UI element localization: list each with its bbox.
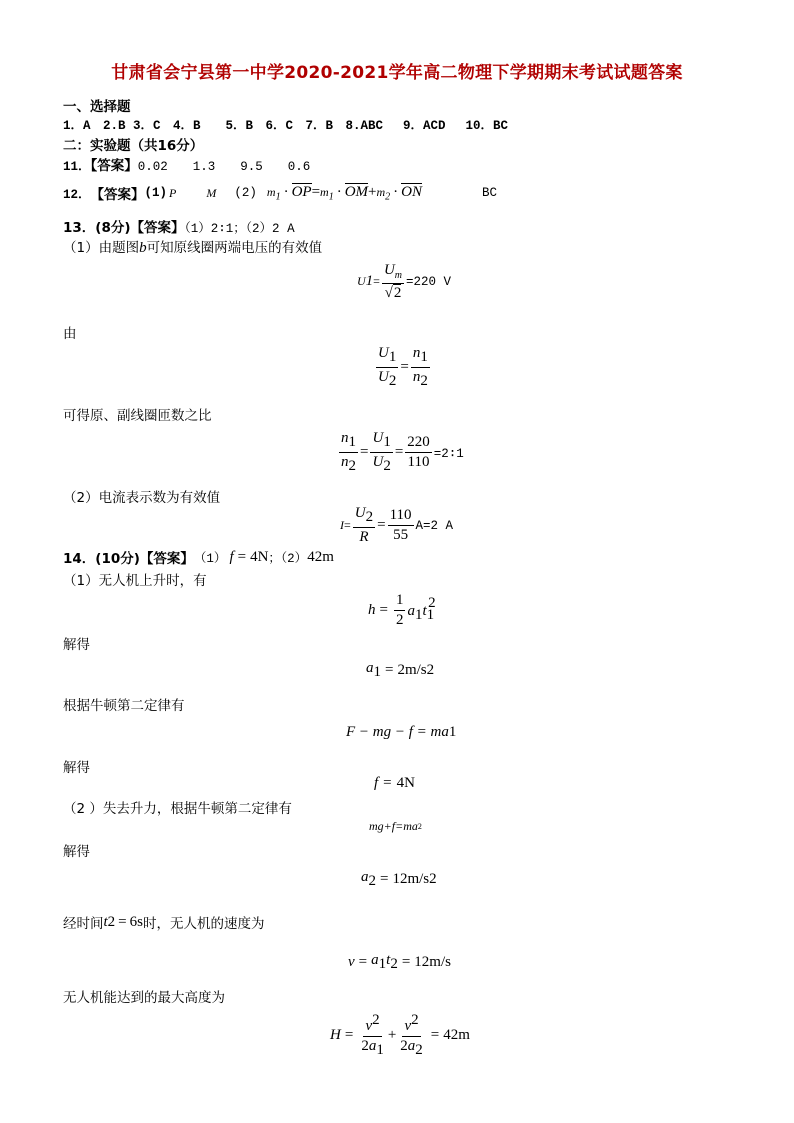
subscript: 1: [388, 349, 397, 365]
mc-answers: 1．A 2.B 3．C 4．B 5．B 6．C 7．B 8.ABC 9．ACD 10．BC: [63, 119, 509, 133]
symbol: h: [368, 602, 376, 619]
symbol: v: [365, 1018, 373, 1034]
m-symbol: m: [266, 184, 276, 199]
q14-text-2: 根据牛顿第二定律有: [63, 698, 185, 714]
q14-text-5: 无人机能达到的最大高度为: [63, 990, 225, 1006]
q13-summary: （1）2∶1；（2）2 A: [184, 222, 295, 236]
q12-point-p: P: [169, 185, 177, 200]
equation-current: [340, 505, 453, 547]
symbol: U: [357, 274, 366, 289]
value: 6s: [129, 913, 143, 930]
q11-answer: [63, 154, 310, 174]
symbol: U: [372, 454, 384, 471]
equals-sign: =: [385, 662, 394, 678]
symbol: t: [103, 913, 108, 930]
equals-sign: =: [373, 274, 380, 289]
symbol: f: [374, 775, 379, 791]
symbol: n: [341, 454, 349, 471]
denominator: 2: [395, 612, 404, 629]
symbol: U: [378, 345, 389, 361]
q14-jiede-3: 解得: [63, 844, 90, 860]
equals-sign: =: [358, 954, 368, 970]
dot-symbol: ·: [336, 183, 342, 200]
value: 12m/s: [392, 871, 430, 887]
answer-tag: 【答案】: [90, 187, 145, 203]
equation-text: F − mg − f = ma: [346, 724, 449, 740]
subscript: 1: [426, 607, 435, 624]
text: 可知原线圈两端电压的有效值: [146, 240, 323, 256]
q14-text-3: （2 ）失去升力，根据牛顿第二定律有: [63, 801, 292, 817]
symbol: a: [368, 1038, 377, 1055]
value: 4N: [250, 548, 269, 565]
q13-text-3: （2）电流表示数为有效值: [63, 490, 221, 506]
symbol: U: [372, 430, 384, 446]
section-choice-heading: 一、选择题: [63, 99, 131, 115]
answer-tag: 【答案】: [139, 551, 194, 567]
m-symbol: m: [320, 184, 329, 199]
superscript: 2: [428, 595, 436, 612]
symbol: U: [383, 262, 395, 278]
m-symbol: m: [376, 184, 386, 199]
segment-op: OP: [291, 183, 312, 200]
equation-f: [374, 775, 415, 792]
symbol: a: [407, 603, 415, 620]
equation-max-height: [330, 1012, 470, 1060]
symbol: U: [378, 369, 389, 386]
denominator: 110: [407, 454, 430, 471]
value: 2m/s: [397, 662, 427, 678]
subscript: 1: [275, 191, 281, 203]
symbol: a: [407, 1038, 416, 1055]
subscript: 1: [420, 349, 428, 365]
q12-number: 12．: [63, 188, 91, 202]
subscript: 1: [378, 956, 387, 972]
text: （1）: [193, 552, 227, 566]
figure-ref: b: [139, 240, 147, 256]
subscript: 1: [383, 434, 391, 450]
q13-text-you: 由: [63, 326, 77, 342]
text: （1）由题图: [63, 240, 140, 256]
q13-header: [63, 216, 295, 236]
equation-u1-rms: [357, 262, 451, 302]
symbol: a: [361, 869, 369, 885]
text: ；（2）: [268, 552, 308, 566]
subscript: m: [394, 270, 403, 281]
q12-part2-label: (2): [234, 186, 257, 200]
q12-equation: [267, 184, 422, 202]
page-title: 甘肃省会宁县第一中学2020-2021学年高二物理下学期期末考试试题答案: [111, 63, 683, 83]
value: 12m/s: [414, 954, 451, 970]
q11-values: 0.02 1.3 9.5 0.6: [137, 160, 311, 174]
superscript: 2: [426, 662, 435, 678]
q14-text-4: [63, 912, 264, 932]
radicand: 2: [393, 284, 402, 301]
subscript: 2: [365, 509, 374, 525]
symbol: n: [412, 369, 421, 386]
answer-tag: 【答案】: [130, 220, 185, 236]
subscript: 2: [107, 913, 116, 930]
superscript: 2: [411, 1012, 419, 1028]
equals-sign: =: [311, 183, 321, 200]
value: =220 V: [406, 274, 452, 289]
q13-text-2: 可得原、副线圈匝数之比: [63, 408, 212, 424]
section-experiment-heading: 二：实验题（共16分）: [63, 138, 204, 154]
symbol: v: [404, 1018, 412, 1034]
q12-point-m: M: [206, 185, 217, 200]
subscript: 2: [368, 873, 376, 889]
numerator: 1: [394, 592, 406, 611]
dot-symbol: ·: [283, 183, 289, 200]
subscript: 1: [414, 607, 423, 624]
coefficient: 2: [400, 1038, 408, 1055]
equation-a2: [361, 869, 437, 890]
numerator: 220: [405, 434, 432, 453]
subscript: 2: [385, 191, 391, 203]
symbol: U: [354, 505, 366, 521]
subscript: 2: [388, 373, 397, 390]
equation-velocity: [348, 952, 451, 973]
equals-sign: =: [430, 1027, 440, 1044]
symbol: n: [412, 345, 421, 361]
sqrt-icon: √: [384, 284, 393, 301]
q12-answer: [63, 183, 497, 203]
symbol: n: [341, 430, 349, 446]
subscript: 2: [390, 956, 398, 972]
q12-bc: BC: [482, 186, 498, 200]
subscript: 2: [383, 458, 391, 475]
subscript: 1: [348, 434, 356, 450]
value: A=2 A: [415, 518, 454, 533]
equals-sign: =: [377, 517, 386, 534]
numerator: 110: [388, 507, 414, 526]
equals-sign: =: [401, 954, 411, 970]
subscript: 2: [348, 458, 356, 475]
equation-text: mg+f=ma: [369, 819, 418, 833]
q14-jiede-2: 解得: [63, 760, 90, 776]
q14-header: [63, 547, 334, 567]
equals-sign: =: [118, 913, 127, 930]
value: 42m: [443, 1027, 470, 1044]
symbol: t: [386, 952, 391, 968]
subscript: 1: [376, 1042, 384, 1059]
equation-ratio: [374, 345, 432, 391]
plus-sign: +: [368, 183, 377, 200]
subscript: 2: [417, 822, 422, 831]
value: 4N: [396, 775, 415, 791]
text: 经时间: [63, 916, 104, 932]
equation-height-up: [368, 592, 436, 630]
superscript: 2: [372, 1012, 380, 1028]
coefficient: 2: [361, 1038, 369, 1055]
q13-text-1: [63, 236, 322, 257]
q14-jiede-1: 解得: [63, 637, 90, 653]
equals-sign: =: [400, 359, 409, 376]
equation-turns-ratio: [337, 430, 464, 476]
subscript: 2: [415, 1042, 423, 1059]
fraction: [382, 262, 404, 302]
equals-sign: =: [344, 1027, 354, 1044]
equals-sign: =: [379, 602, 388, 619]
equation-newton-1: [346, 724, 456, 741]
symbol: f: [229, 548, 234, 565]
answer-tag: 【答案】: [90, 158, 138, 174]
subscript: 1: [373, 664, 381, 680]
subscript: 1: [448, 724, 457, 740]
symbol: a: [371, 952, 379, 968]
equals-sign: =: [344, 518, 351, 533]
subscript: 2: [420, 373, 428, 390]
q14-text-1: （1）无人机上升时，有: [63, 573, 207, 589]
equals-sign: =: [360, 444, 369, 461]
value: 42m: [307, 548, 334, 565]
text: 时，无人机的速度为: [142, 916, 265, 932]
symbol: v: [348, 954, 355, 970]
symbol: I: [340, 518, 344, 533]
denominator: 55: [393, 527, 409, 544]
q12-part1-label: (1): [144, 186, 168, 200]
equals-sign: =: [237, 548, 247, 565]
plus-sign: +: [387, 1027, 397, 1044]
superscript: 2: [429, 871, 437, 887]
q13-number: 13．(8分): [63, 220, 131, 236]
equals-sign: =: [394, 444, 404, 461]
value: =2∶1: [433, 446, 464, 461]
dot-symbol: ·: [393, 183, 399, 200]
symbol: H: [330, 1027, 341, 1044]
equals-sign: =: [383, 775, 392, 791]
q11-number: 11．: [63, 160, 91, 174]
equation-a1: [366, 660, 434, 681]
q14-number: 14．(10分): [63, 551, 140, 567]
denominator: R: [359, 529, 369, 546]
symbol: a: [366, 660, 374, 676]
symbol: t: [422, 603, 427, 620]
subscript: 1: [365, 273, 374, 290]
subscript: 1: [328, 191, 334, 203]
equation-newton-2: [369, 819, 422, 834]
equals-sign: =: [380, 871, 389, 887]
segment-on: ON: [401, 183, 423, 200]
segment-om: OM: [344, 183, 369, 200]
